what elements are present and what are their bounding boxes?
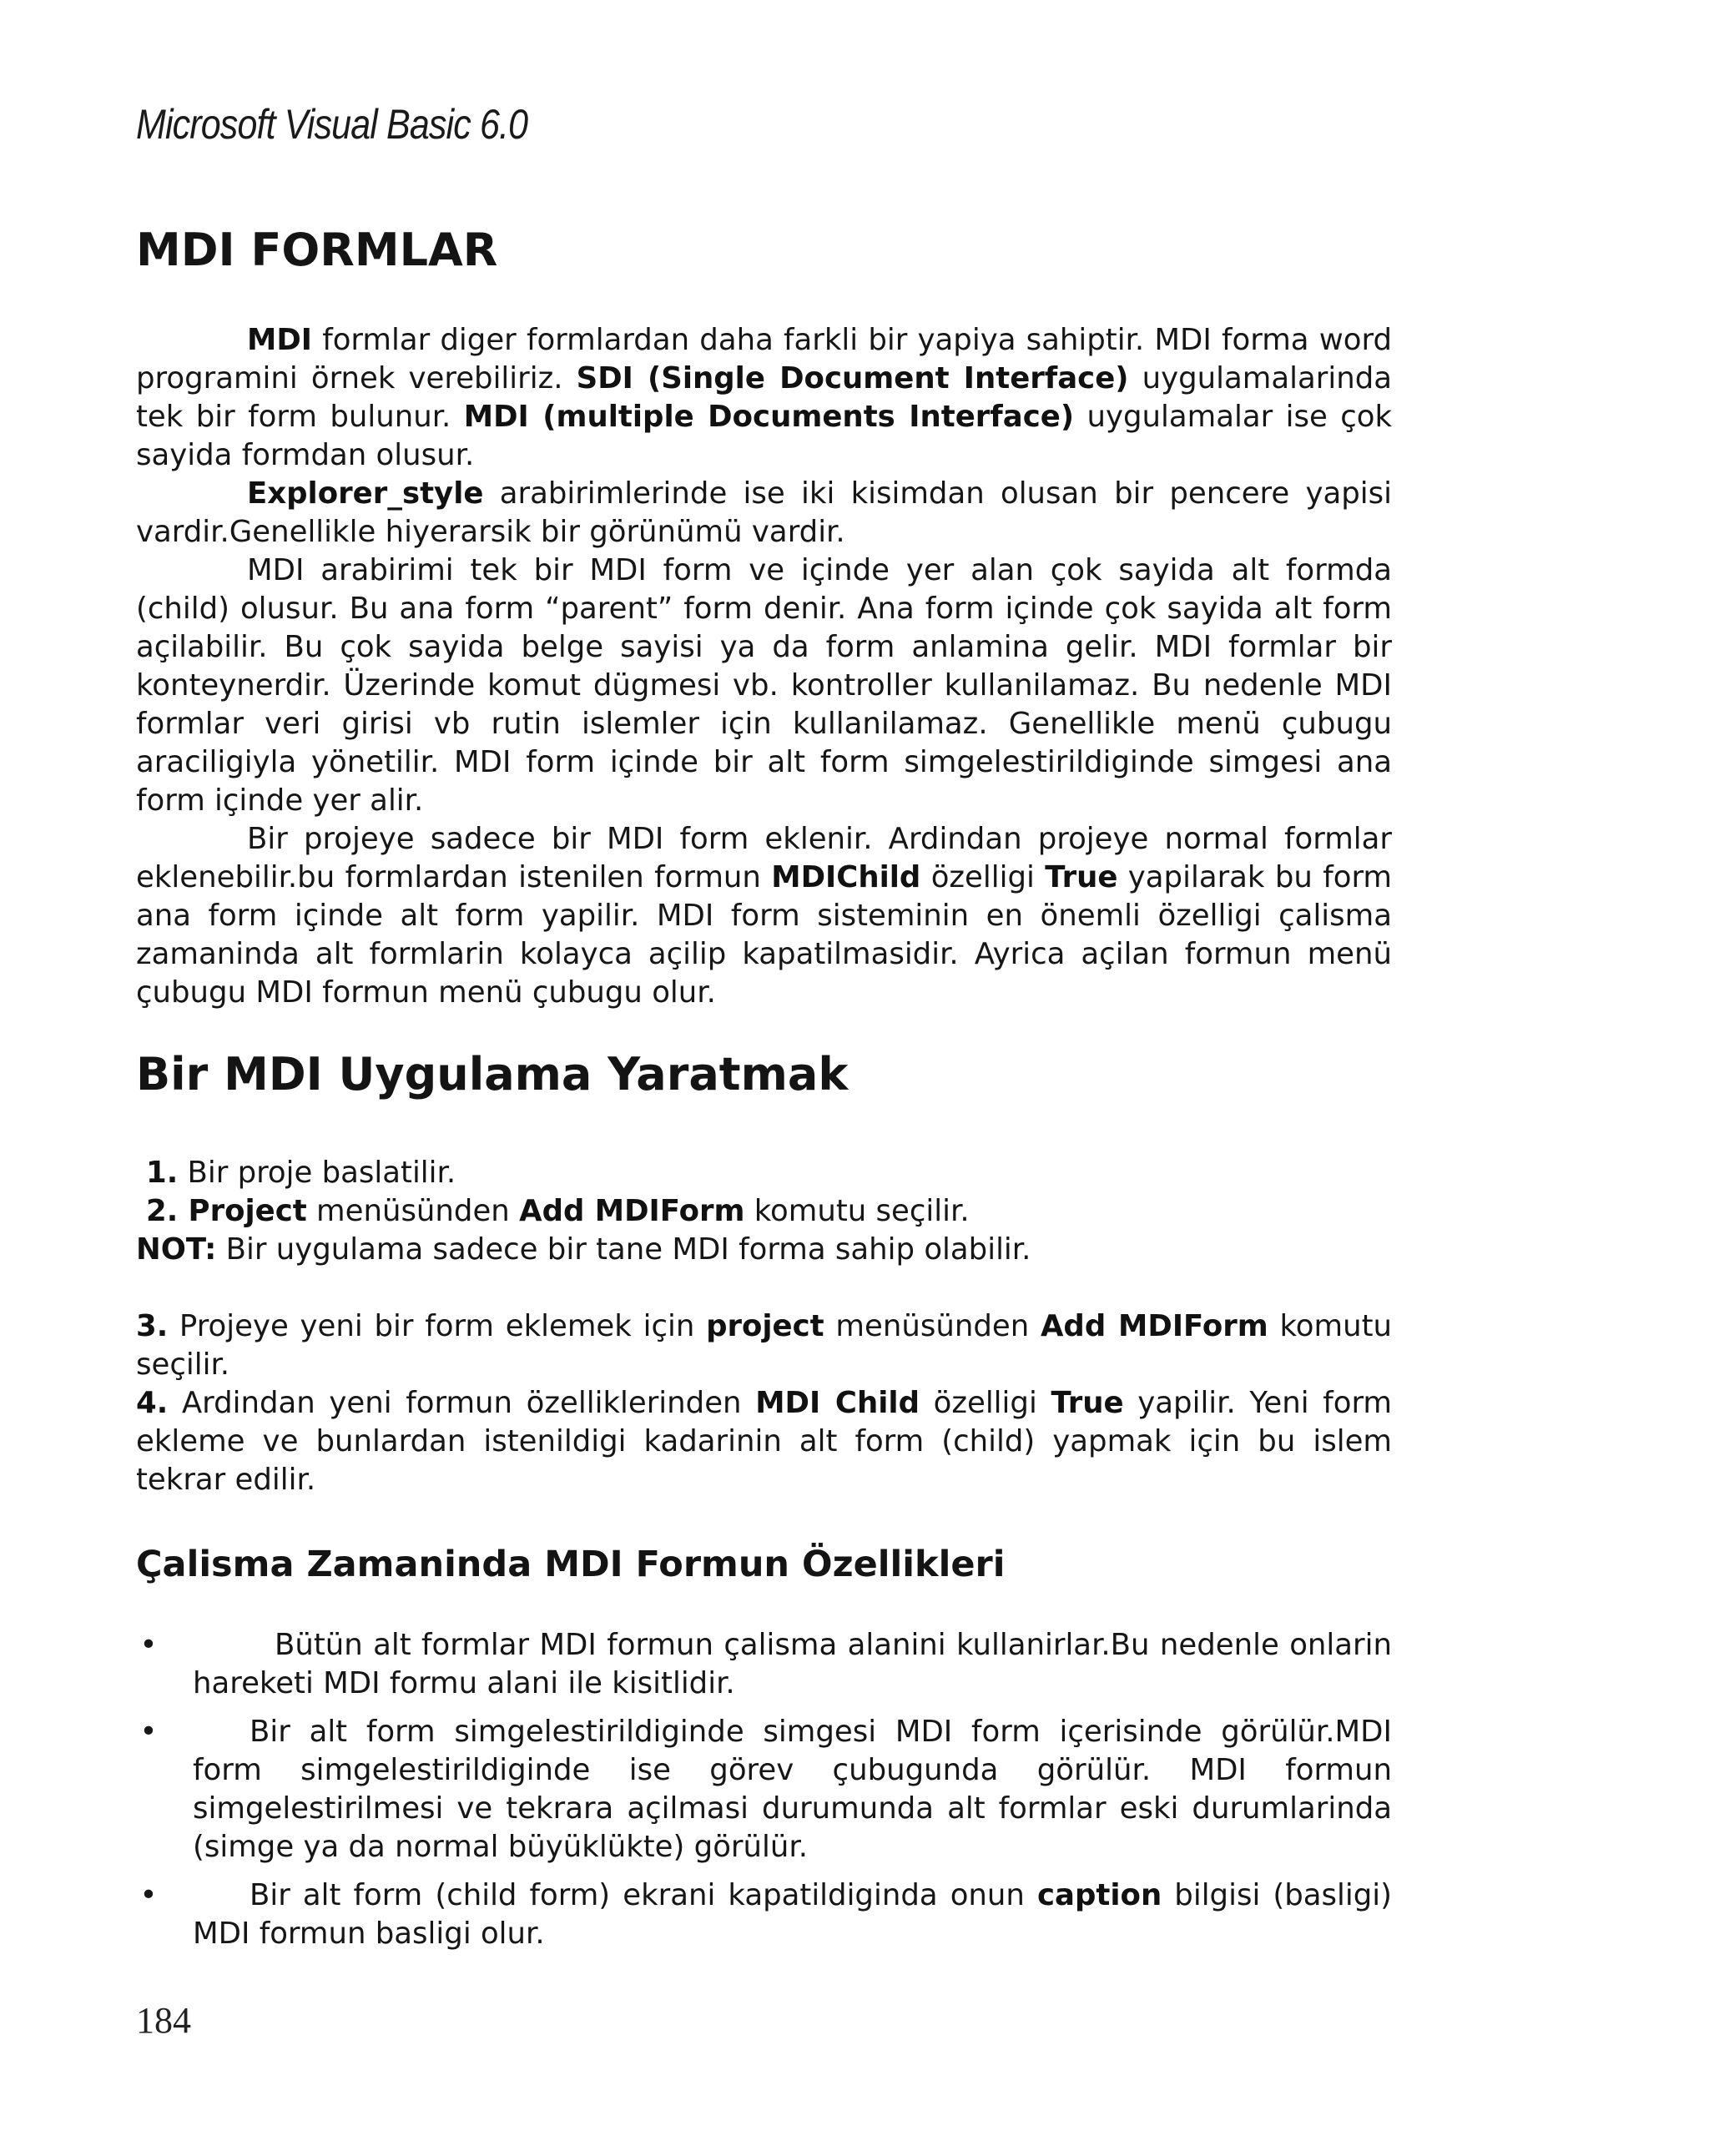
paragraph-mdi-intro xyxy=(136,321,1392,475)
page-content xyxy=(136,221,1392,1963)
paragraph-text: Bir projeye sadece bir MDI form eklenir. Ardindan projeye normal formlar eklenebilir.bu formlardan istenilen formun xyxy=(136,822,1392,894)
step-3 xyxy=(136,1307,1392,1384)
step-4 xyxy=(136,1384,1392,1499)
note xyxy=(136,1231,1392,1269)
list-item-text: bilgisi (basligi) MDI formun basligi olur. xyxy=(193,1878,1392,1951)
bold-term: project xyxy=(706,1309,824,1343)
list-item xyxy=(136,1876,1392,1953)
bold-term: SDI (Single Document Interface) xyxy=(576,361,1129,395)
bullet-icon: • xyxy=(139,1878,158,1912)
step-text: menüsünden xyxy=(306,1194,520,1228)
step-number: 3. xyxy=(136,1309,169,1343)
step-2 xyxy=(136,1192,1392,1231)
steps-list xyxy=(136,1154,1392,1499)
paragraph-text: yapilarak bu form ana form içinde alt form yapilir. MDI form sisteminin en önemli özelligi çalisma zamaninda alt formlarin kolayca açilip kapatilmasidir. Ayrica açilan formun menü çubugu MDI formun menü çubugu olur. xyxy=(136,860,1393,1010)
step-text: Bir proje baslatilir. xyxy=(178,1156,456,1190)
bullet-icon: • xyxy=(139,1715,158,1749)
paragraph-mdi-arabirimi: MDI arabirimi tek bir MDI form ve içinde yer alan çok sayida alt formda (child) olusur. Bu ana form “parent” form denir. Ana form içinde çok sayida alt form açilabilir. Bu çok sayida belge sayisi ya da form anlamina gelir. MDI formlar bir konteynerdir. Üzerinde komut dügmesi vb. kontroller kullanilamaz. Bu nedenle MDI formlar veri girisi vb rutin islemler için kullanilamaz. Genellikle menü çubugu araciligiyla yönetilir. MDI form içinde bir alt form simgelestirildiginde simgesi ana form içinde yer alir. xyxy=(136,553,1392,818)
bold-term: caption xyxy=(1037,1878,1162,1912)
note-text: Bir uygulama sadece bir tane MDI forma sahip olabilir. xyxy=(216,1232,1031,1267)
paragraph-text: uygulamalarinda tek bir form bulunur. xyxy=(136,361,1392,434)
step-number: 2. xyxy=(146,1194,179,1228)
bold-term: Project xyxy=(178,1194,307,1228)
paragraph-text: arabirimlerinde ise iki kisimdan olusan bir pencere yapisi vardir.Genellikle hiyerarsik bir görünümü vardir. xyxy=(136,476,1392,549)
paragraph-text: formlar diger formlardan daha farkli bir yapiya sahiptir. MDI forma word programini örnek verebiliriz. xyxy=(136,323,1392,395)
step-text: Projeye yeni bir form eklemek için xyxy=(168,1309,707,1343)
spacer xyxy=(136,1269,1392,1307)
bold-term: True xyxy=(1045,860,1118,894)
list-item-text: Bütün alt formlar MDI formun çalisma alanini kullanirlar.Bu nedenle onlarin hareketi MDI formu alani ile kisitlidir. xyxy=(193,1628,1392,1700)
paragraph-bir-projeye xyxy=(136,820,1392,1012)
running-header: Microsoft Visual Basic 6.0 xyxy=(136,101,528,148)
bold-term: MDI Child xyxy=(755,1386,920,1420)
list-item-text-wrap xyxy=(193,1878,1392,1951)
step-text: yapilir. Yeni form ekleme ve bunlardan istenildigi kadarinin alt form (child) yapmak için bu islem tekrar edilir. xyxy=(136,1386,1393,1497)
bold-term: Add MDIForm xyxy=(1040,1309,1268,1343)
step-text: menüsünden xyxy=(824,1309,1041,1343)
step-text: Ardindan yeni formun özelliklerinden xyxy=(168,1386,756,1420)
step-number: 4. xyxy=(136,1386,169,1420)
section-title-calisma-zamaninda: Çalisma Zamaninda MDI Formun Özellikleri xyxy=(136,1544,1006,1585)
bullet-icon: • xyxy=(139,1628,158,1662)
section-title-mdi-formlar: MDI FORMLAR xyxy=(136,224,498,276)
note-label: NOT: xyxy=(136,1232,217,1267)
bold-term: Add MDIForm xyxy=(519,1194,745,1228)
list-item xyxy=(136,1713,1392,1866)
properties-list xyxy=(136,1626,1392,1953)
step-number: 1. xyxy=(146,1156,179,1190)
bold-term: True xyxy=(1051,1386,1124,1420)
step-text: özelligi xyxy=(919,1386,1051,1420)
bold-term: MDI xyxy=(247,323,313,357)
list-item-text: Bir alt form (child form) ekrani kapatildiginda onun xyxy=(250,1878,1037,1912)
bold-term: MDI (multiple Documents Interface) xyxy=(463,400,1075,434)
step-text: komutu seçilir. xyxy=(744,1194,970,1228)
list-item xyxy=(136,1626,1392,1703)
page-number: 184 xyxy=(136,2000,191,2041)
section-title-mdi-uygulama: Bir MDI Uygulama Yaratmak xyxy=(136,1048,849,1101)
paragraph-text: uygulamalar ise çok sayida formdan olusur. xyxy=(136,400,1392,472)
list-item-text: Bir alt form simgelestirildiginde simgesi MDI form içerisinde görülür.MDI form simgelestirildiginde ise görev çubugunda görülür. MDI formun simgelestirilmesi ve tekrara açilmasi durumunda alt formlar eski durumlarinda (simge ya da normal büyüklükte) görülür. xyxy=(193,1715,1392,1864)
paragraph-text: özelligi xyxy=(920,860,1046,894)
step-text: komutu seçilir. xyxy=(136,1309,1393,1382)
bold-term: Explorer_style xyxy=(247,476,484,511)
step-1 xyxy=(136,1154,1392,1192)
paragraph-explorer-style xyxy=(136,475,1392,552)
bold-term: MDIChild xyxy=(771,860,921,894)
